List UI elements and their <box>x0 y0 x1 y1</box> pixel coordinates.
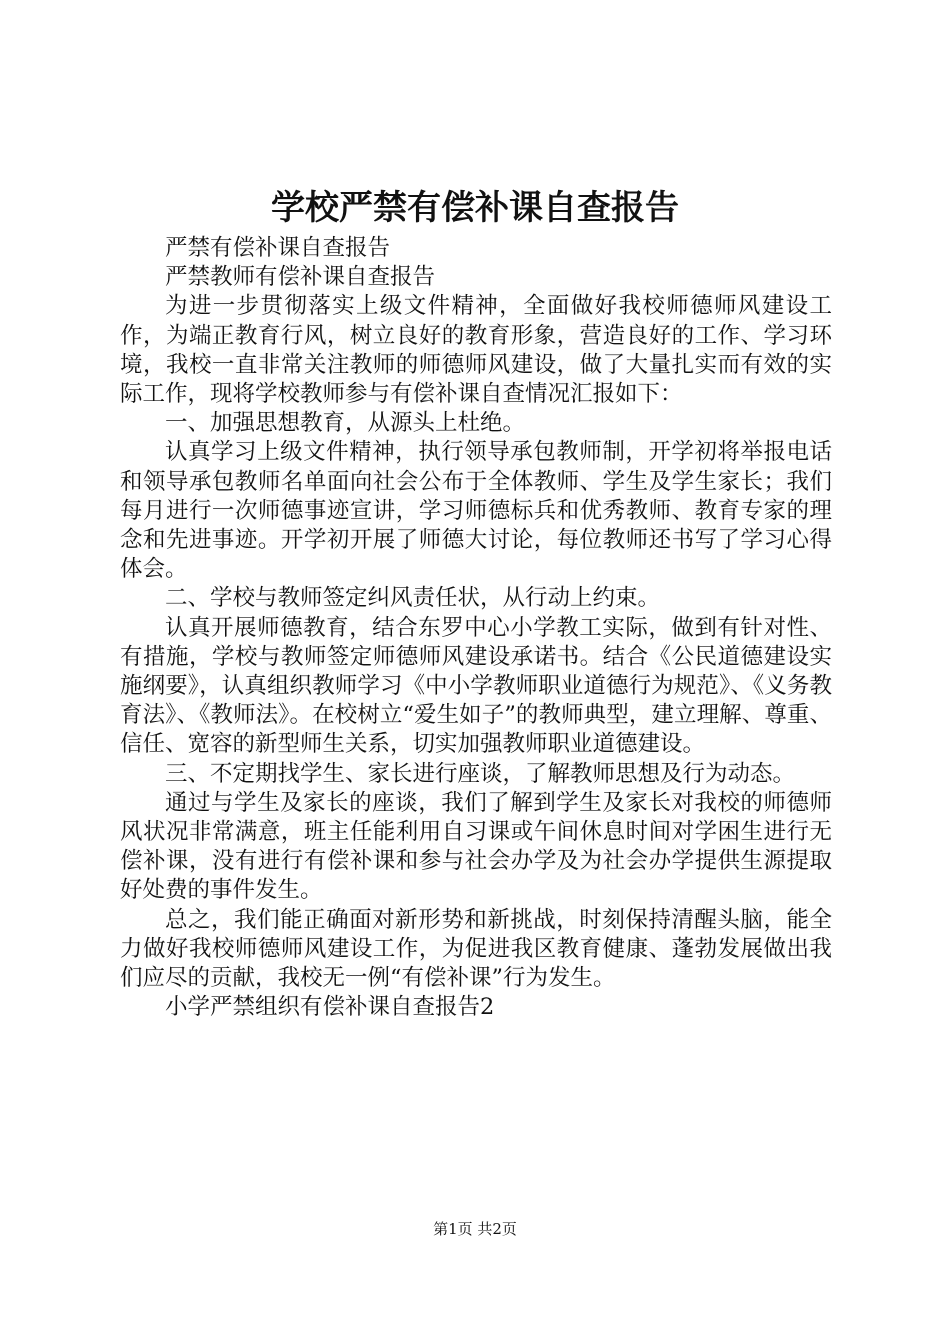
paragraph: 小学严禁组织有偿补课自查报告2 <box>165 994 495 1021</box>
section-heading: 三、不定期找学生、家长进行座谈，了解教师思想及行为动态。 <box>165 760 796 787</box>
paragraph: 通过与学生及家长的座谈，我们了解到学生及家长对我校的师德师风状况非常满意，班主任能利用自习课或午间休息时间对学困生进行无偿补课，没有进行有偿补课和参与社会办学及为社会办学提供生源提取好处费的事件发生。 <box>120 789 832 904</box>
section-heading: 二、学校与教师签定纠风责任状，从行动上约束。 <box>165 585 661 612</box>
document-title: 学校严禁有偿补课自查报告 <box>271 188 679 228</box>
paragraph: 认真开展师德教育，结合东罗中心小学教工实际，做到有针对性、有措施，学校与教师签定师德师风建设承诺书。结合《公民道德建设实施纲要》，认真组织教师学习《中小学教师职业道德行为规范》、《义务教育法》、《教师法》。在校树立“爱生如子”的教师典型，建立理解、尊重、信任、宽容的新型师生关系，切实加强教师职业道德建设。 <box>120 614 832 758</box>
paragraph: 总之，我们能正确面对新形势和新挑战，时刻保持清醒头脑，能全力做好我校师德师风建设工作，为促进我区教育健康、蓬勃发展做出我们应尽的贡献，我校无一例“有偿补课”行为发生。 <box>120 906 832 992</box>
paragraph: 严禁教师有偿补课自查报告 <box>165 264 436 291</box>
paragraph: 认真学习上级文件精神，执行领导承包教师制，开学初将举报电话和领导承包教师名单面向社会公布于全体教师、学生及学生家长；我们每月进行一次师德事迹宣讲，学习师德标兵和优秀教师、教育专家的理念和先进事迹。开学初开展了师德大讨论，每位教师还书写了学习心得体会。 <box>120 439 832 583</box>
paragraph: 严禁有偿补课自查报告 <box>165 235 391 261</box>
section-heading: 一、加强思想教育，从源头上杜绝。 <box>165 410 526 437</box>
document-body <box>120 234 832 1022</box>
page-number-footer: 第1页 共2页 <box>433 1220 517 1238</box>
paragraph: 为进一步贯彻落实上级文件精神，全面做好我校师德师风建设工作，为端正教育行风，树立良好的教育形象，营造良好的工作、学习环境，我校一直非常关注教师的师德师风建设，做了大量扎实而有效的实际工作，现将学校教师参与有偿补课自查情况汇报如下： <box>120 293 832 408</box>
